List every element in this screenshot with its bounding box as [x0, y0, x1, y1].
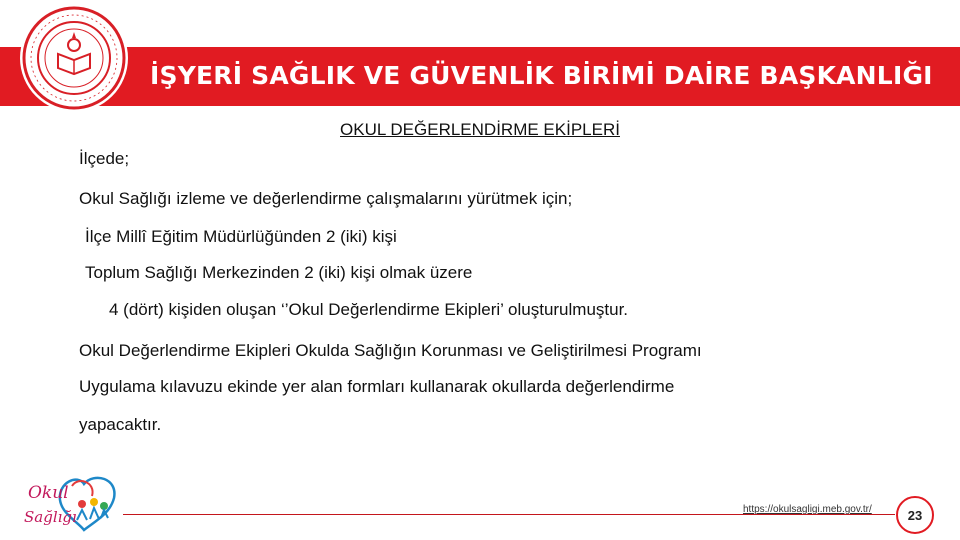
logo-text-sagligi: Sağlığı	[24, 508, 77, 526]
body-line: Uygulama kılavuzu ekinde yer alan formları kullanarak okullarda değerlendirme	[79, 377, 675, 396]
body-line: Okul Değerlendirme Ekipleri Okulda Sağlığın Korunması ve Geliştirilmesi Programı	[79, 341, 702, 360]
body-line: yapacaktır.	[79, 415, 162, 434]
body-line: 4 (dört) kişiden oluşan ‘’Okul Değerlendirme Ekipleri’ oluşturulmuştur.	[109, 300, 629, 319]
okul-sagligi-logo-icon	[22, 472, 122, 534]
body-line: Okul Sağlığı izleme ve değerlendirme çalışmalarını yürütmek için;	[79, 189, 573, 208]
footer-url-link[interactable]: https://okulsagligi.meb.gov.tr/	[743, 504, 872, 515]
logo-text-okul: Okul	[28, 483, 69, 503]
page-number: 23	[907, 507, 923, 523]
page-number-badge	[896, 496, 934, 534]
body-line: İlçede;	[79, 149, 130, 168]
header-title: İŞYERİ SAĞLIK VE GÜVENLİK BİRİMİ DAİRE BAŞKANLIĞI	[150, 61, 933, 90]
body-line: Toplum Sağlığı Merkezinden 2 (iki) kişi olmak üzere	[85, 263, 473, 282]
meb-seal-icon	[18, 2, 130, 114]
body-line: İlçe Millî Eğitim Müdürlüğünden 2 (iki) kişi	[85, 227, 397, 246]
slide-title: OKUL DEĞERLENDİRME EKİPLERİ	[340, 120, 620, 139]
